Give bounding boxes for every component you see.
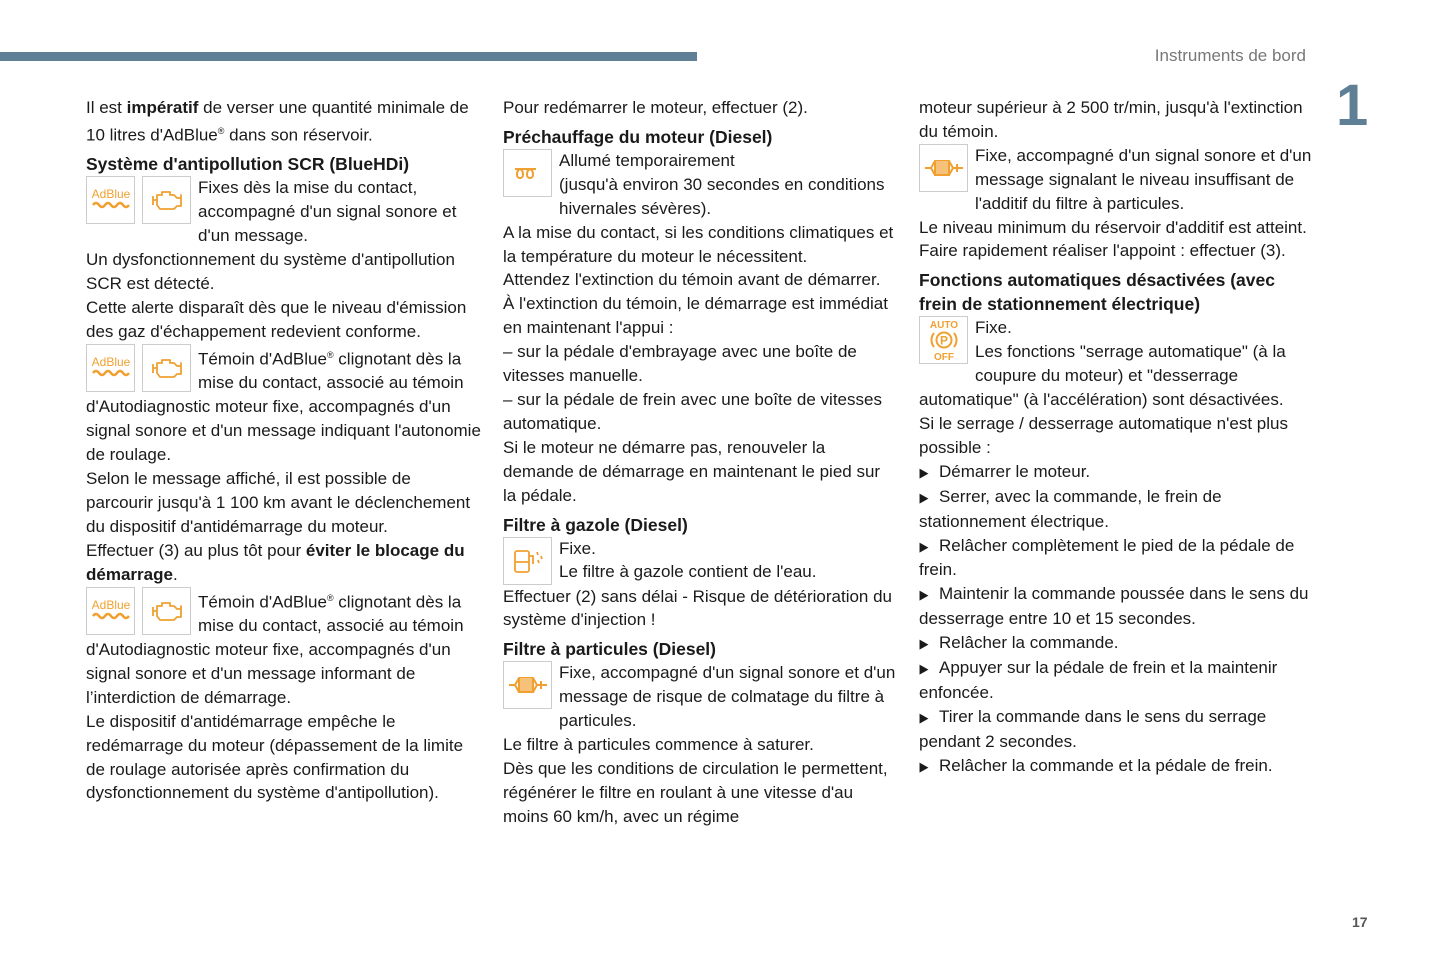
paragraph: Il est impératif de verser une quantité minimale de 10 litres d'AdBlue® dans son réservoir.	[86, 98, 469, 145]
engine-check-icon	[142, 344, 191, 392]
procedure-step: ▶ Relâcher complètement le pied de la pédale de frein.	[919, 534, 1314, 583]
procedure-step: ▶ Relâcher la commande.	[919, 631, 1314, 656]
procedure-step: ▶ Appuyer sur la pédale de frein et la maintenir enfoncée.	[919, 656, 1314, 705]
procedure-step: ▶ Relâcher la commande et la pédale de frein.	[919, 754, 1314, 779]
paragraph: Témoin d'AdBlue® clignotant dès la mise du contact, associé au témoin d'Autodiagnostic moteur fixe, accompagnés d'un signal sonore et d'un message indiquant l'autonomie de roulage.	[86, 349, 481, 465]
engine-check-icon	[142, 587, 191, 635]
paragraph: Fixe, accompagné d'un signal sonore et d'un message signalant le niveau insuffisant de l'additif du filtre à particules.	[975, 145, 1312, 213]
section-heading: Fonctions automatiques désactivées (avec frein de stationnement électrique)	[919, 270, 1275, 315]
adblue-warning-icon	[86, 587, 135, 635]
paragraph: Le niveau minimum du réservoir d'additif est atteint.	[919, 217, 1307, 237]
engine-check-icon	[142, 176, 191, 224]
svg-text:AUTO: AUTO	[929, 320, 958, 332]
section-title: Instruments de bord	[1154, 46, 1306, 65]
svg-text:P: P	[939, 333, 948, 348]
header-bar	[0, 52, 697, 61]
paragraph: Un dysfonctionnement du système d'antipollution SCR est détecté.	[86, 250, 455, 294]
section-heading: Filtre à particules (Diesel)	[503, 639, 716, 660]
paragraph: Témoin d'AdBlue® clignotant dès la mise du contact, associé au témoin d'Autodiagnostic moteur fixe, accompagnés d'un signal sonore et d'un message informant de l’interdiction de démarrage.	[86, 592, 464, 707]
adblue-warning-icon	[86, 344, 135, 392]
adblue-warning-icon	[86, 176, 135, 224]
paragraph: Fixe, accompagné d'un signal sonore et d'un message de risque de colmatage du filtre à particules.	[559, 663, 896, 731]
paragraph: Si le moteur ne démarre pas, renouveler la demande de démarrage en maintenant le pied sur la pédale.	[503, 437, 881, 505]
glow-plug-icon	[503, 149, 552, 197]
paragraph: Effectuer (2) sans délai - Risque de détérioration du système d'injection !	[503, 586, 893, 630]
paragraph: Fixe. Le filtre à gazole contient de l'eau.	[559, 538, 817, 582]
paragraph: Attendez l'extinction du témoin avant de démarrer.	[503, 270, 881, 290]
list-item: – sur la pédale de frein avec une boîte de vitesses automatique.	[503, 389, 882, 433]
column-1	[86, 96, 481, 805]
paragraph: moteur supérieur à 2 500 tr/min, jusqu'à l'extinction du témoin.	[919, 98, 1303, 141]
procedure-step: ▶ Serrer, avec la commande, le frein de stationnement électrique.	[919, 485, 1314, 534]
paragraph: Le filtre à particules commence à saturer.	[503, 735, 814, 755]
particle-filter-additive-icon	[919, 144, 968, 192]
paragraph: À l'extinction du témoin, le démarrage est immédiat en maintenant l'appui :	[503, 294, 888, 338]
section-heading: Filtre à gazole (Diesel)	[503, 514, 688, 535]
paragraph: Le dispositif d'antidémarrage empêche le redémarrage du moteur (dépassement de la limite de roulage autorisée après confirmation du dysfonctionnement du système d'antipollution).	[86, 711, 464, 803]
fuel-filter-water-icon	[503, 537, 552, 585]
paragraph: Dès que les conditions de circulation le permettent, régénérer le filtre en roulant à une vitesse d'au moins 60 km/h, avec un régime	[503, 758, 888, 826]
paragraph: Cette alerte disparaît dès que le niveau d'émission des gaz d'échappement redevient conforme.	[86, 298, 467, 341]
paragraph: A la mise du contact, si les conditions climatiques et la température du moteur le nécessitent.	[503, 222, 894, 266]
particle-filter-icon	[503, 661, 552, 709]
paragraph: Effectuer (3) au plus tôt pour éviter le blocage du démarrage.	[86, 540, 465, 584]
paragraph: Faire rapidement réaliser l'appoint : effectuer (3).	[919, 241, 1286, 261]
section-heading: Système d'antipollution SCR (BlueHDi)	[86, 154, 410, 175]
column-3	[919, 96, 1314, 779]
list-item: – sur la pédale d'embrayage avec une boîte de vitesses manuelle.	[503, 342, 857, 386]
paragraph: Pour redémarrer le moteur, effectuer (2).	[503, 98, 808, 117]
svg-text:AdBlue: AdBlue	[91, 187, 130, 202]
procedure-step: ▶ Tirer la commande dans le sens du serrage pendant 2 secondes.	[919, 705, 1314, 754]
procedure-step: ▶ Démarrer le moteur.	[919, 460, 1314, 485]
paragraph: Allumé temporairement (jusqu'à environ 30 secondes en conditions hivernales sévères).	[559, 150, 885, 218]
paragraph: Si le serrage / desserrage automatique n'est plus possible :	[919, 413, 1288, 457]
procedure-steps	[919, 460, 1314, 779]
section-heading: Préchauffage du moteur (Diesel)	[503, 126, 773, 147]
paragraph: Fixe. Les fonctions "serrage automatique" (à la coupure du moteur) et "desserrage automatique" (à l'accélération) sont désactivées.	[919, 318, 1286, 410]
column-2	[503, 96, 898, 829]
svg-text:AdBlue: AdBlue	[91, 354, 130, 369]
chapter-number: 1	[1336, 73, 1369, 138]
page-number: 17	[1352, 914, 1368, 930]
auto-park-off-icon	[919, 316, 968, 364]
paragraph: Fixes dès la mise du contact, accompagné d'un signal sonore et d'un message.	[198, 178, 457, 246]
svg-text:OFF: OFF	[933, 352, 954, 363]
svg-text:AdBlue: AdBlue	[91, 597, 130, 612]
procedure-step: ▶ Maintenir la commande poussée dans le sens du desserrage entre 10 et 15 secondes.	[919, 582, 1314, 631]
paragraph: Selon le message affiché, il est possible de parcourir jusqu'à 1 100 km avant le déclenchement du dispositif d'antidémarrage du moteur.	[86, 469, 471, 536]
